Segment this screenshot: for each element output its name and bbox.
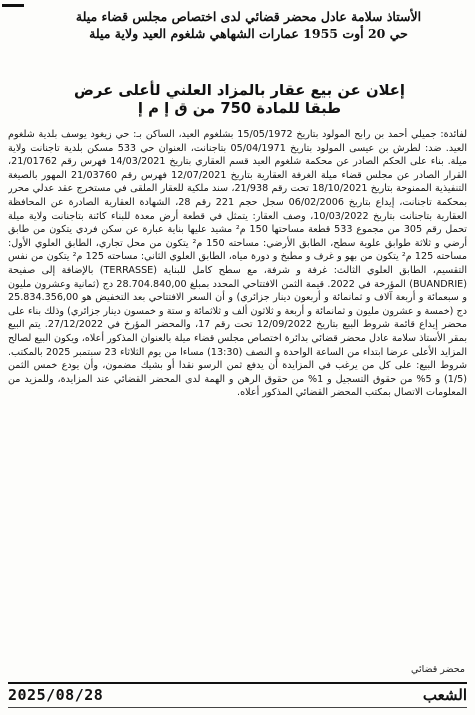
clipping-edge-mark [2, 4, 24, 7]
notice-body-paragraph: لفائدة: جميلي أحمد بن رابح المولود بتاريخ 15/05/1972 بشلغوم العيد، الساكن بـ: حي زيغود يوسف بلدية شلغوم العيد. ضد: لطرش بن عيسى المولود بتاريخ 05/04/1971 بتاجنانت، العنوان حي 533 مسكن بلدية تاجنانت ولاية ميلة. بناء على الحكم الصادر عن محكمة شلغوم العيد قسم العقاري بتاريخ 14/03/2021 فهرس رقم 21/01762، القرار الصادر عن مجلس قضاء ميلة الغرفة العقارية بتاريخ 12/07/2021 فهرس رقم 21/03760 المهور بالصيغة التنفيذية الممنوحة بتاريخ 18/10/2021 تحت رقم 21/938، سند ملكية للعقار الملقى في مستخرج عقد عدلي محرر بمحكمة تاجنانت، إيداع بتاريخ 06/02/2006 سجل حجم 221 رقم 28، الشهادة العقارية الصادرة عن المحافظة العقارية بتاجنانت بتاريخ 10/03/2022، وصف العقار: يتمثل في قطعة أرض معدة للبناء كائنة بتاجنانت ولاية ميلة تحمل رقم 305 من مجموع 533 قطعة مساحتها 150 م² مشيد عليها بناية عبارة عن سكن فردي يتكون من طابق أرضي و ثلاثة طوابق علوية سطح، الطابق الأرضي: مساحته 150 م² يتكون من محل تجاري، الطابق العلوي الأول: مساحته 125 م² يتكون من بهو و غرف و مطبخ و دورة مياه، الطابق العلوي الثاني: مساحته 125 م² يتكون من نفس التقسيم، الطابق العلوي الثالث: غرفة و شرفة، مع سطح كامل للبناية (TERRASSE) بالإضافة إلى صفيحة (BUANDRIE) المؤرخة في 2022. قيمة الثمن الافتتاحي المحدد بمبلغ 28.704.840,00 دج (ثمانية وعشرون مليون و سبعمائة و أربعة آلاف و ثمانمائة و أربعون دينار جزائري) و أن السعر الافتتاحي بعد التخفيض هو 25.834.356,00 دج (خمسة و عشرون مليون و ثمانمائة و أربعة و ثلاثون ألف و ثلاثمائة و ستة و خمسون دينار جزائري) وذلك بناء على محضر إيداع قائمة شروط البيع بتاريخ 12/09/2022 تحت رقم 17، والمحضر المؤرخ في 27/12/2022. يتم البيع بمقر الأستاذ سلامة عادل محضر قضائي بدائرة اختصاص مجلس قضاء ميلة بالعنوان المذكور أعلاه، ويكون البيع لصالح المزايد الأعلى عرضا ابتداء من الساعة الواحدة و النصف (13:30) مساءا من يوم الثلاثاء 23 سبتمبر 2025 بالمكتب. شروط البيع: على كل من يرغب في المزايدة أن يدفع ثمن الرسو نقدا أو بشيك مضمون، وأن يودع خمس الثمن (1/5) و 5% من حقوق التسجيل و 1% من حقوق الرهن و الهمة لدى المحضر القضائي عند المزايدة، وللمزيد من المعلومات الاتصال بمكتب المحضر القضائي المذكور أعلاه. [8, 129, 467, 399]
notice-footer [8, 684, 467, 706]
signature-line: محضر قضائي [411, 664, 465, 675]
notice-header [30, 8, 467, 42]
headline-title: إعلان عن بيع عقار بالمزاد العلني لأعلى عرض [73, 82, 405, 99]
publication-date: 2025/08/28 [8, 686, 104, 704]
notice-headline [12, 82, 467, 118]
notice-body [8, 128, 467, 680]
bailiff-name-line: الأستاذ سلامة عادل محضر قضائي لدى اختصاص مجلس قضاء ميلة [75, 9, 422, 24]
bailiff-address-line: حي 20 أوت 1955 عمارات الشهاهي شلغوم العيد ولاية ميلة [89, 26, 408, 41]
bottom-divider [8, 707, 467, 708]
publication-name: الشعب [422, 686, 467, 704]
headline-legal-reference: طبقا للمادة 750 من ق إ م إ [137, 100, 342, 117]
